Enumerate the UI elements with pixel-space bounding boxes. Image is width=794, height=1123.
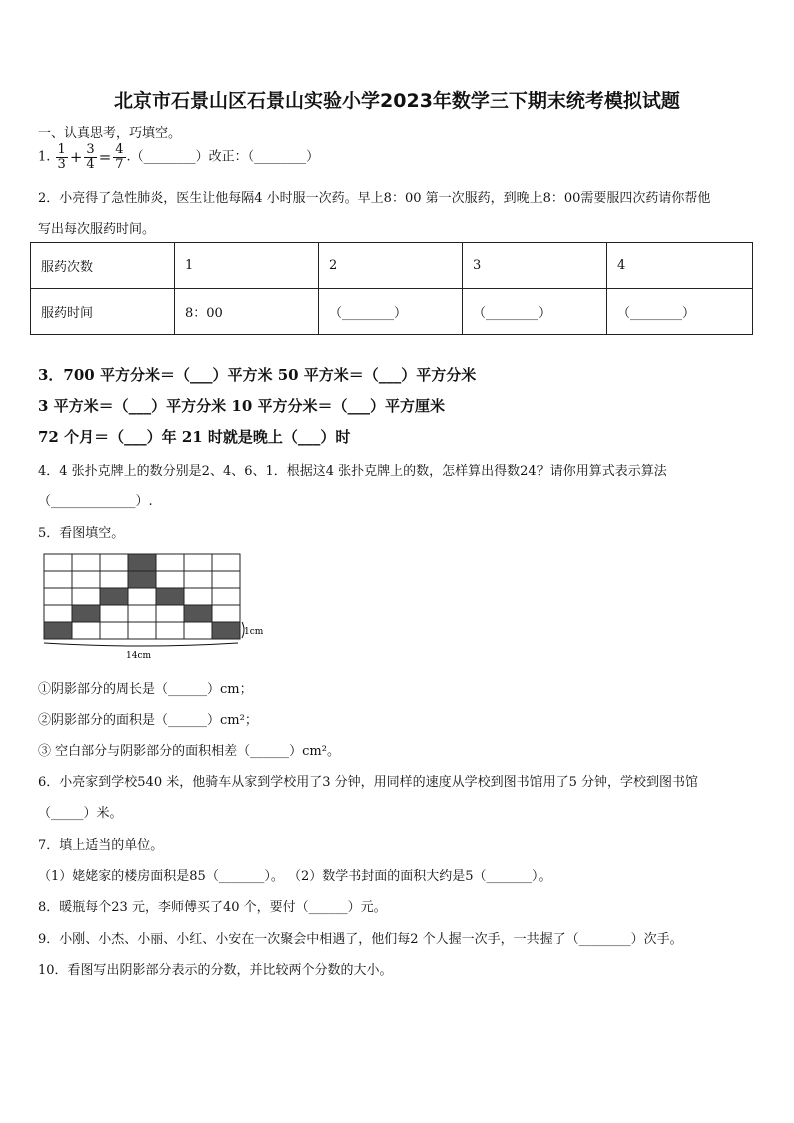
grid-cell <box>128 605 156 622</box>
answer-cell[interactable]: （________） <box>319 289 463 335</box>
grid-cell <box>156 622 184 639</box>
question-3-line1: 3．700 平方分米＝（___）平方米 50 平方米＝（___）平方分米 <box>38 366 477 384</box>
grid-cell <box>212 588 240 605</box>
grid-cell <box>184 554 212 571</box>
question-2-line2: 写出每次服药时间。 <box>38 222 156 237</box>
question-6-line1: 6．小亮家到学校540 米，他骑车从家到学校用了3 分钟，用同样的速度从学校到图书馆用了5 分钟，学校到图书馆 <box>38 775 699 790</box>
answer-blanks[interactable]: .（________）改正：（________） <box>126 149 320 165</box>
question-8[interactable]: 8．暖瓶每个23 元，李师傅买了40 个，要付（______）元。 <box>38 900 387 915</box>
grid-cell <box>212 605 240 622</box>
question-5-heading: 5．看图填空。 <box>38 526 125 541</box>
shaded-cell <box>156 588 184 605</box>
table-cell: 2 <box>319 243 463 289</box>
question-9[interactable]: 9．小刚、小杰、小丽、小红、小安在一次聚会中相遇了，他们每2 个人握一次手，一共握了（________）次手。 <box>38 932 683 947</box>
grid-cell <box>212 571 240 588</box>
grid-cell <box>184 588 212 605</box>
grid-cell <box>212 554 240 571</box>
plus-sign: + <box>69 148 83 167</box>
table-row <box>31 289 753 335</box>
fraction-1: $\frac{1}{3}$ <box>57 142 66 172</box>
grid-cell <box>100 571 128 588</box>
medication-table <box>30 242 753 335</box>
answer-cell[interactable]: （________） <box>607 289 753 335</box>
question-2-line1: 2．小亮得了急性肺炎，医生让他每隔4 小时服一次药。早上8：00 第一次服药，到晚上8：00需要服四次药请你帮他 <box>38 191 711 206</box>
width-label: 14cm <box>126 651 152 661</box>
grid-cell <box>44 605 72 622</box>
question-7-heading: 7．填上适当的单位。 <box>38 838 164 853</box>
answer-cell[interactable]: （________） <box>463 289 607 335</box>
grid-cell <box>72 554 100 571</box>
grid-cell <box>100 554 128 571</box>
grid-cell <box>128 622 156 639</box>
question-4-line2[interactable]: （_____________）. <box>38 494 153 509</box>
grid-cell <box>72 622 100 639</box>
shaded-cell <box>128 571 156 588</box>
question-3-line3: 72 个月＝（___）年 21 时就是晚上（___）时 <box>38 428 351 446</box>
grid-cell <box>44 588 72 605</box>
grid-cell <box>184 571 212 588</box>
grid-cell <box>72 571 100 588</box>
shaded-cell <box>184 605 212 622</box>
fraction-2: $\frac{3}{4}$ <box>86 142 95 172</box>
shaded-cell <box>72 605 100 622</box>
question-7-line[interactable]: （1）姥姥家的楼房面积是85（_______）。 （2）数学书封面的面积大约是5（_______）。 <box>38 869 552 884</box>
section-heading: 一、认真思考，巧填空。 <box>38 126 182 141</box>
table-cell: 4 <box>607 243 753 289</box>
grid-cell <box>156 554 184 571</box>
grid-cell <box>72 588 100 605</box>
grid-cell <box>44 554 72 571</box>
width-dimension <box>44 643 238 661</box>
question-number: 1. <box>38 149 51 165</box>
height-dimension <box>242 622 264 638</box>
shaded-cell <box>128 554 156 571</box>
table-row <box>31 243 753 289</box>
question-4-line1: 4．4 张扑克牌上的数分别是2、4、6、1．根据这4 张扑克牌上的数，怎样算出得数24？请你用算式表示算法 <box>38 464 667 479</box>
question-10: 10．看图写出阴影部分表示的分数，并比较两个分数的大小。 <box>38 963 393 978</box>
grid-cell <box>156 605 184 622</box>
table-cell: 3 <box>463 243 607 289</box>
shaded-cell <box>44 622 72 639</box>
table-cell: 服药次数 <box>31 243 175 289</box>
table-cell: 1 <box>175 243 319 289</box>
question-5-part2[interactable]: ②阴影部分的面积是（______）cm²； <box>38 713 258 728</box>
grid-cell <box>184 622 212 639</box>
shaded-cell <box>100 588 128 605</box>
table-cell: 8：00 <box>175 289 319 335</box>
question-1 <box>38 143 319 171</box>
question-3-line2: 3 平方米＝（___）平方分米 10 平方分米＝（___）平方厘米 <box>38 397 445 415</box>
shaded-grid-figure <box>40 550 280 665</box>
fraction-3: $\frac{4}{7}$ <box>115 142 124 172</box>
question-5-part3[interactable]: ③ 空白部分与阴影部分的面积相差（______）cm²。 <box>38 744 340 759</box>
question-6-line2[interactable]: （_____）米。 <box>38 806 123 821</box>
question-5-part1[interactable]: ①阴影部分的周长是（______）cm； <box>38 682 253 697</box>
grid-cell <box>100 605 128 622</box>
grid-cell <box>128 588 156 605</box>
grid-cell <box>100 622 128 639</box>
table-cell: 服药时间 <box>31 289 175 335</box>
height-label: 1cm <box>244 627 264 637</box>
shaded-cell <box>212 622 240 639</box>
grid-cell <box>44 571 72 588</box>
page-title: 北京市石景山区石景山实验小学2023年数学三下期末统考模拟试题 <box>114 90 680 112</box>
equals-sign: = <box>98 148 112 167</box>
grid-cell <box>156 571 184 588</box>
